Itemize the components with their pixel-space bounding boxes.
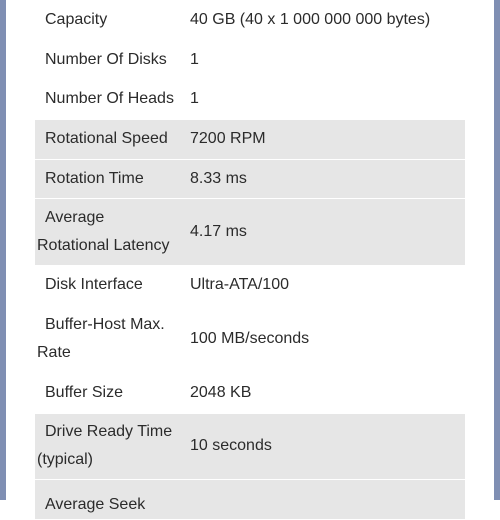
table-row <box>35 479 465 519</box>
spec-value: 2048 KB <box>190 383 252 401</box>
table-row <box>35 198 465 265</box>
table-row <box>35 159 465 198</box>
spec-label-line2: Rotational Latency <box>37 236 170 254</box>
table-row <box>35 413 465 479</box>
spec-label-line1: Average Seek <box>45 496 146 513</box>
spec-label-line2: (typical) <box>37 451 94 468</box>
spec-label-line2: Rate <box>37 343 71 361</box>
spec-value: 8.33 ms <box>190 169 247 187</box>
spec-value: 40 GB (40 x 1 000 000 000 bytes) <box>190 10 431 28</box>
table-row <box>35 0 465 40</box>
spec-label: Capacity <box>45 10 108 28</box>
table-row <box>35 305 465 372</box>
spec-label-line1: Buffer-Host Max. <box>45 315 165 333</box>
spec-value: Ultra-ATA/100 <box>190 276 289 293</box>
left-border <box>0 0 6 500</box>
spec-value: 10 seconds <box>190 437 272 454</box>
spec-label: Number Of Disks <box>45 50 167 68</box>
right-border <box>494 0 500 500</box>
spec-label: Disk Interface <box>45 276 143 293</box>
table-row <box>35 265 465 305</box>
table-row <box>35 119 465 159</box>
table-row <box>35 40 465 79</box>
spec-label-line1: Average <box>45 208 105 226</box>
spec-value <box>180 479 465 519</box>
spec-label: Rotational Speed <box>45 130 168 147</box>
spec-value: 4.17 ms <box>190 222 247 240</box>
table-row <box>35 79 465 119</box>
spec-value: 100 MB/seconds <box>190 329 310 347</box>
spec-label: Rotation Time <box>45 169 144 187</box>
spec-label-line1: Drive Ready Time <box>45 423 173 440</box>
table-row <box>35 372 465 413</box>
spec-value: 7200 RPM <box>190 130 266 147</box>
spec-label: Number Of Heads <box>45 90 174 107</box>
spec-value: 1 <box>190 90 199 107</box>
spec-value: 1 <box>190 50 199 68</box>
specifications-table <box>35 0 465 520</box>
spec-label: Buffer Size <box>45 383 123 401</box>
